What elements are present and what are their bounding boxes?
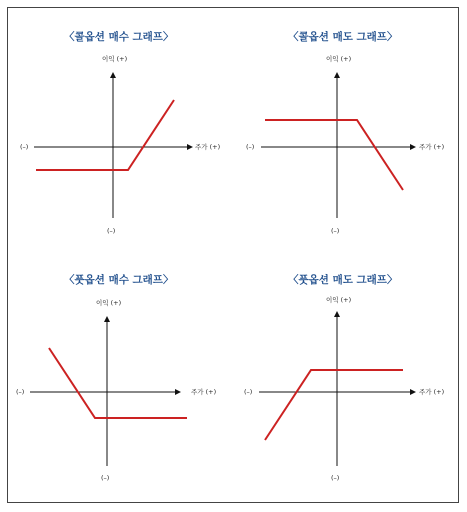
panel-call-buy [20,54,220,235]
payoff-line [49,348,187,418]
y-negative-label: (–) [331,474,340,482]
panel-put-buy [16,298,216,482]
y-axis-label: 이익 (+) [96,299,122,307]
title-put-sell: 〈풋옵션 매도 그래프〉 [288,274,398,286]
x-negative-label: (–) [246,143,255,151]
payoff-line [265,370,403,440]
payoff-line [265,120,403,190]
title-call-sell: 〈콜옵션 매도 그래프〉 [288,31,398,43]
title-put-buy: 〈풋옵션 매수 그래프〉 [64,274,174,286]
x-axis-label: 주가 (+) [419,143,445,151]
x-negative-label: (–) [20,143,29,151]
x-negative-label: (–) [244,388,253,396]
x-axis-label: 주가 (+) [195,143,221,151]
title-call-buy: 〈콜옵션 매수 그래프〉 [64,31,174,43]
payoff-line [36,100,174,170]
x-negative-label: (–) [16,388,25,396]
y-negative-label: (–) [101,474,110,482]
panel-put-sell [244,295,444,482]
x-axis-label: 주가 (+) [419,388,445,396]
panel-call-sell [246,54,444,235]
x-axis-label: 주가 (+) [191,388,217,396]
y-axis-label: 이익 (+) [326,296,352,304]
y-axis-label: 이익 (+) [102,55,128,63]
y-axis-label: 이익 (+) [326,55,352,63]
y-negative-label: (–) [331,227,340,235]
y-negative-label: (–) [107,227,116,235]
